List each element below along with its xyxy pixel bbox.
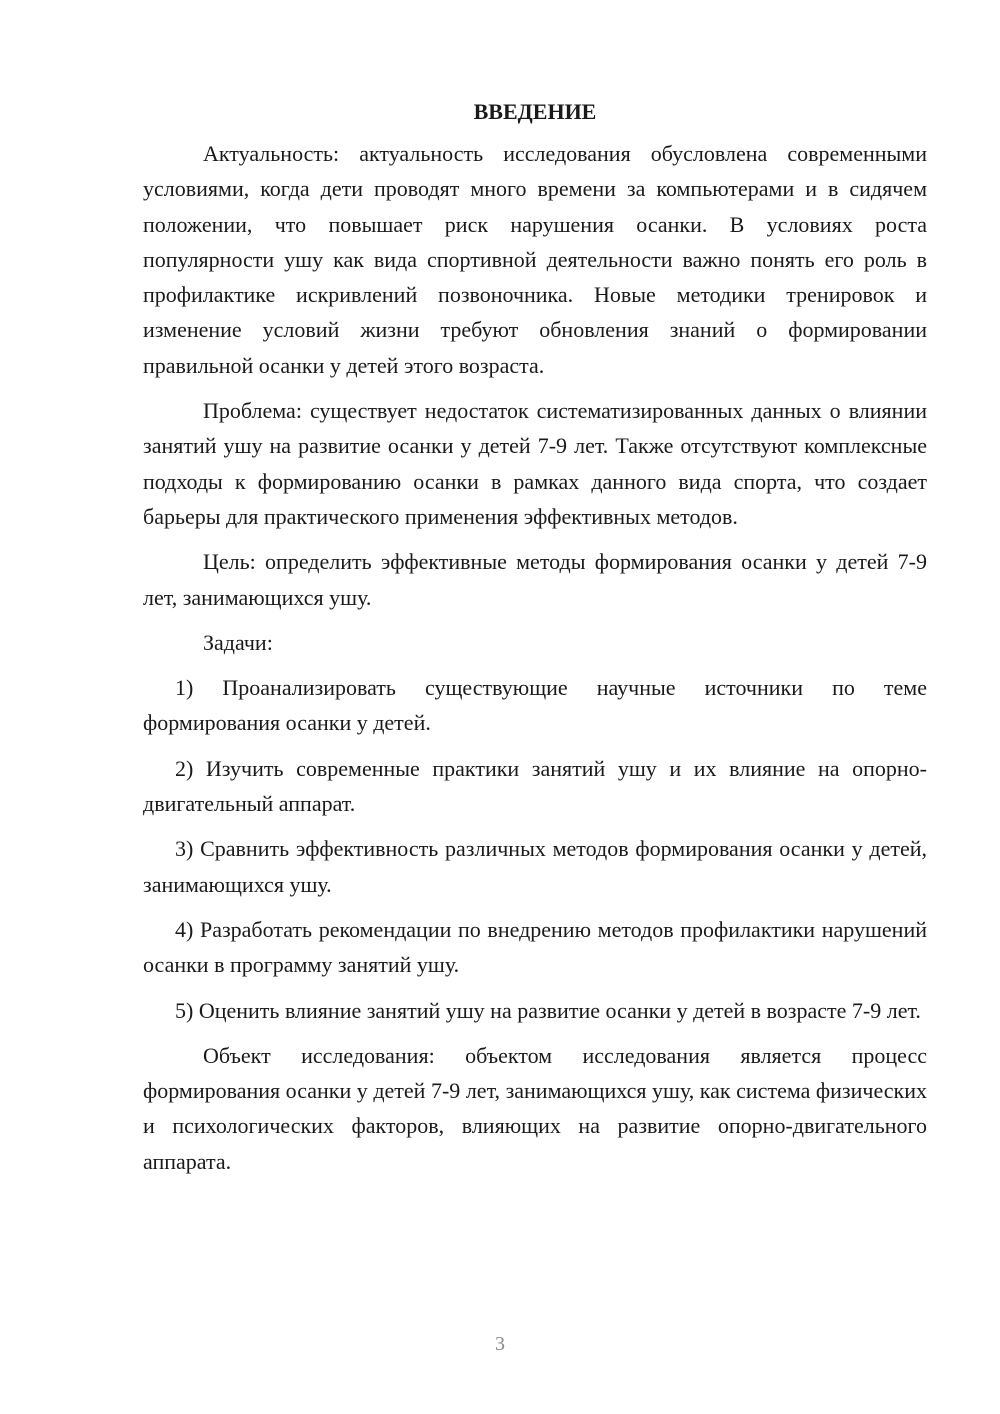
task-item-2: 2) Изучить современные практики занятий ушу и их влияние на опорно-двигательный аппарат.: [143, 755, 927, 817]
object-paragraph: Объект исследования: объектом исследования является процесс формирования осанки у детей 7-9 лет, занимающихся ушу, как система физических и психологических факторов, влияющих на развитие опорно-двигательного аппарата.: [143, 1042, 927, 1174]
goal-paragraph: Цель: определить эффективные методы формирования осанки у детей 7-9 лет, занимающихся ушу.: [143, 549, 927, 610]
task-item-1: 1) Проанализировать существующие научные источники по теме формирования осанки у детей.: [143, 675, 927, 736]
relevance-paragraph: Актуальность: актуальность исследования обусловлена современными условиями, когда дети проводят много времени за компьютерами и в сидячем положении, что повышает риск нарушения осанки. В условиях роста популярности ушу как вида спортивной деятельности важно понять его роль в профилактике искривлений позвоночника. Новые методики тренировок и изменение условий жизни требуют обновления знаний о формировании правильной осанки у детей этого возраста.: [143, 141, 927, 378]
problem-paragraph: Проблема: существует недостаток систематизированных данных о влиянии занятий ушу на развитие осанки у детей 7-9 лет. Также отсутствуют комплексные подходы к формированию осанки в рамках данного вида спорта, что создает барьеры для практического применения эффективных методов.: [143, 398, 927, 529]
task-item-5: 5) Оценить влияние занятий ушу на развитие осанки у детей в возрасте 7-9 лет.: [175, 997, 921, 1023]
page-content: [143, 94, 927, 1179]
tasks-heading: Задачи:: [203, 629, 273, 655]
page-number: 3: [495, 1333, 505, 1355]
tasks-list: [143, 670, 927, 1028]
section-title: ВВЕДЕНИЕ: [473, 99, 597, 124]
task-item-4: 4) Разработать рекомендации по внедрению методов профилактики нарушений осанки в программу занятий ушу.: [143, 916, 927, 978]
task-item-3: 3) Сравнить эффективность различных методов формирования осанки у детей, занимающихся ушу.: [143, 836, 927, 897]
